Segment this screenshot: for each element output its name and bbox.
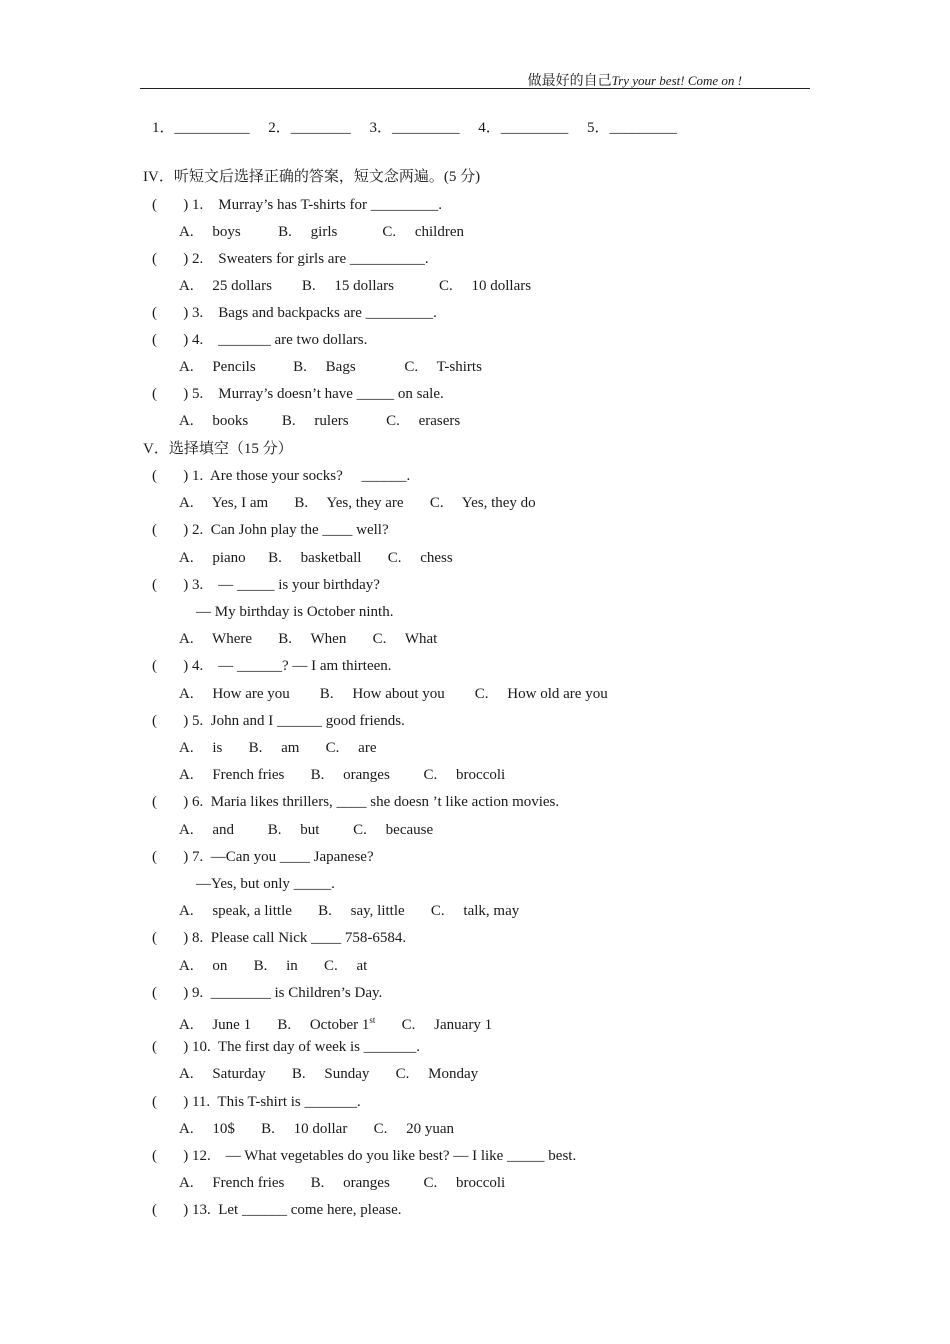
section-v-title: V．选择填空（15 分）: [143, 441, 293, 457]
header-motto-cn: 做最好的自己: [527, 74, 612, 89]
section-iv-title: IV．听短文后选择正确的答案，短文念两遍。(5 分): [143, 169, 481, 185]
options-iv-1: A. boys B. girls C. children: [179, 224, 464, 240]
question-v-line-26: ( ) 12. — What vegetables do you like best? — I like _____ best.: [152, 1148, 577, 1164]
page-header: [140, 70, 810, 89]
options-line-7: A. Where B. When C. What: [179, 631, 438, 648]
options-line-25: A. 10$ B. 10 dollar C. 20 yuan: [179, 1120, 454, 1137]
question-v-line-1: ( ) 1. Are those your socks? ______.: [152, 468, 411, 484]
header-motto: [528, 70, 742, 90]
options-line-2: A. Yes, I am B. Yes, they are C. Yes, they do: [179, 495, 536, 512]
question-v-line-3: ( ) 2. Can John play the ____ well?: [152, 522, 389, 539]
options-line-19: A. on B. in C. at: [179, 957, 368, 974]
options-iv-5: A. books B. rulers C. erasers: [179, 413, 461, 429]
ordinal-suffix: st: [369, 1015, 376, 1025]
question-iv-1: ( ) 1. Murray’s has T-shirts for _________.: [152, 197, 442, 213]
options-iv-2: A. 25 dollars B. 15 dollars C. 10 dollars: [179, 278, 532, 294]
options-line-21: A. June 1 B. October 1st C. January 1: [179, 1015, 493, 1033]
question-v-line-13: ( ) 6. Maria likes thrillers, ____ she doesn ’t like action movies.: [152, 794, 560, 811]
question-v-line-8: ( ) 4. — ______? — I am thirteen.: [152, 658, 392, 675]
question-v-line-22: ( ) 10. The first day of week is _______.: [152, 1039, 421, 1056]
question-v-line-18: ( ) 8. Please call Nick ____ 758-6584.: [152, 930, 407, 947]
question-iv-5: ( ) 5. Murray’s doesn’t have _____ on sale.: [152, 386, 444, 402]
options-line-4: A. piano B. basketball C. chess: [179, 549, 453, 566]
question-v-line-10: ( ) 5. John and I ______ good friends.: [152, 712, 405, 729]
answer-line-6: — My birthday is October ninth.: [196, 604, 394, 620]
question-iv-2: ( ) 2. Sweaters for girls are __________.: [152, 251, 429, 267]
question-v-line-20: ( ) 9. ________ is Children’s Day.: [152, 984, 383, 1001]
answer-line-16: —Yes, but only _____.: [196, 876, 335, 892]
question-v-line-15: ( ) 7. —Can you ____ Japanese?: [152, 848, 374, 865]
question-v-line-28: ( ) 13. Let ______ come here, please.: [152, 1202, 402, 1219]
options-line-14: A. and B. but C. because: [179, 821, 434, 838]
header-motto-en: Try your best! Come on !: [611, 73, 742, 88]
question-iv-3: ( ) 3. Bags and backpacks are _________.: [152, 305, 437, 321]
options-line-12: A. French fries B. oranges C. broccoli: [179, 767, 506, 784]
options-line-23: A. Saturday B. Sunday C. Monday: [179, 1066, 479, 1083]
options-line-9: A. How are you B. How about you C. How old are you: [179, 685, 608, 702]
options-iv-4: A. Pencils B. Bags C. T-shirts: [179, 359, 482, 375]
options-line-11: A. is B. am C. are: [179, 740, 377, 756]
question-v-line-5: ( ) 3. — _____ is your birthday?: [152, 576, 380, 593]
options-line-27: A. French fries B. oranges C. broccoli: [179, 1175, 506, 1192]
answer-blanks: 1．__________ 2．________ 3．_________ 4．_________ 5．_________: [152, 120, 678, 136]
question-v-line-24: ( ) 11. This T-shirt is _______.: [152, 1093, 361, 1110]
options-line-17: A. speak, a little B. say, little C. talk, may: [179, 903, 520, 920]
question-iv-4: ( ) 4. _______ are two dollars.: [152, 332, 368, 348]
